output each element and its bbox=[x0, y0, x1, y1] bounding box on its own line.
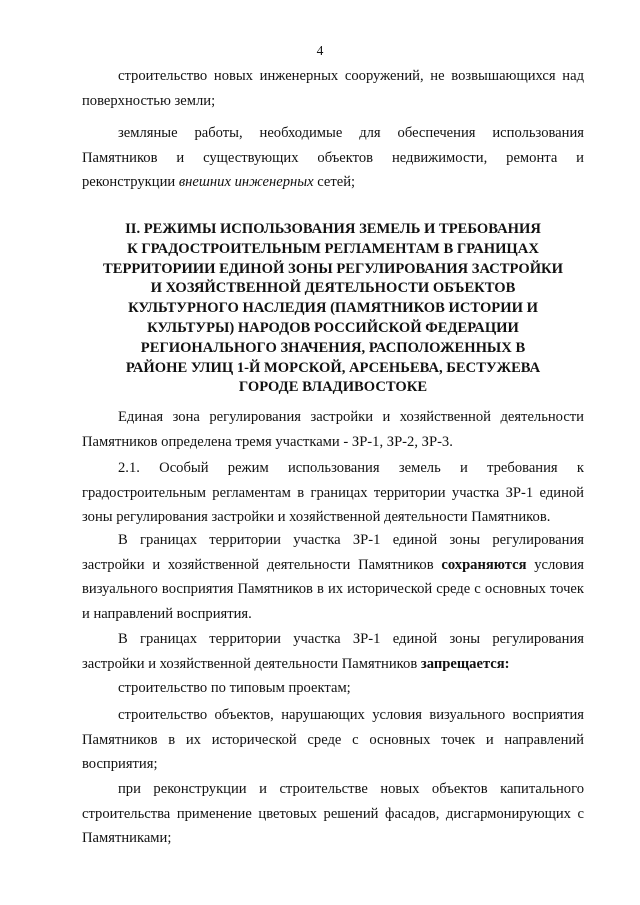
heading-line: ГОРОДЕ ВЛАДИВОСТОКЕ bbox=[238, 379, 428, 396]
heading-line: ТЕРРИТОРИИИ ЕДИНОЙ ЗОНЫ РЕГУЛИРОВАНИЯ ЗАСТРОЙКИ bbox=[103, 260, 563, 277]
section-heading bbox=[82, 220, 584, 398]
paragraph-typical-projects bbox=[82, 676, 584, 701]
text-line: Единая зона регулирования застройки и хозяйственной деятельности bbox=[118, 409, 584, 425]
heading-line: РЕГИОНАЛЬНОГО ЗНАЧЕНИЯ, РАСПОЛОЖЕННЫХ В bbox=[140, 339, 526, 356]
text-line: Памятников и существующих объектов недвижимости, ремонта и bbox=[82, 149, 584, 166]
paragraph-preserved-conditions bbox=[82, 528, 584, 626]
paragraph-prohibited bbox=[82, 627, 584, 676]
heading-line: КУЛЬТУРЫ) НАРОДОВ РОССИЙСКОЙ ФЕДЕРАЦИИ bbox=[147, 319, 519, 336]
paragraph-facade-colors bbox=[82, 777, 584, 851]
bold-text-run: сохраняются bbox=[441, 556, 527, 573]
bold-text-run: запрещается: bbox=[420, 655, 510, 672]
text-line bbox=[82, 170, 584, 195]
text-line: Памятников определена тремя участками - ЗР-1, ЗР-2, ЗР-3. bbox=[82, 433, 453, 450]
paragraph-earthworks bbox=[82, 121, 584, 195]
text-line: при реконструкции и строительстве новых объектов капитального bbox=[118, 781, 584, 797]
text-line: восприятия; bbox=[82, 756, 158, 772]
italic-text-run: внешних инженерных bbox=[178, 174, 314, 190]
text-line: градостроительным регламентам в границах территории участка ЗР-1 единой bbox=[82, 484, 584, 501]
paragraph-unified-zone bbox=[82, 405, 584, 454]
text-line: Памятниками; bbox=[82, 830, 172, 846]
text-line: В границах территории участка ЗР-1 единой зоны регулирования bbox=[118, 532, 584, 548]
text-line: зоны регулирования застройки и хозяйственной деятельности Памятников. bbox=[82, 509, 551, 525]
text-run: реконструкции bbox=[82, 174, 179, 190]
paragraph-2-1 bbox=[82, 456, 584, 530]
paragraph-engineering-structures bbox=[82, 64, 584, 113]
text-line: строительства применение цветовых решений фасадов, дисгармонирующих с bbox=[82, 805, 584, 822]
text-line: строительство новых инженерных сооружений, не возвышающихся над bbox=[118, 68, 584, 84]
text-line: визуального восприятия Памятников в их исторической среде с основных точек bbox=[82, 581, 584, 597]
text-line: 2.1. Особый режим использования земель и требования к bbox=[118, 460, 584, 476]
text-line: поверхностью земли; bbox=[82, 92, 216, 109]
paragraph-visual-perception bbox=[82, 703, 584, 777]
text-line bbox=[82, 553, 584, 578]
text-line: и направлений восприятия. bbox=[82, 605, 252, 622]
heading-line: II. РЕЖИМЫ ИСПОЛЬЗОВАНИЯ ЗЕМЕЛЬ И ТРЕБОВАНИЯ bbox=[125, 221, 541, 237]
page-number: 4 bbox=[316, 43, 324, 58]
text-line: земляные работы, необходимые для обеспечения использования bbox=[118, 125, 584, 141]
text-run: застройки и хозяйственной деятельности Памятников bbox=[82, 556, 442, 573]
text-line bbox=[82, 652, 584, 677]
text-run: сетей; bbox=[313, 174, 356, 190]
text-line: строительство по типовым проектам; bbox=[118, 680, 351, 696]
text-line: Памятников в их исторической среде с основных точек и направлений bbox=[82, 731, 584, 748]
heading-line: РАЙОНЕ УЛИЦ 1-Й МОРСКОЙ, АРСЕНЬЕВА, БЕСТУЖЕВА bbox=[125, 359, 541, 376]
heading-line: К ГРАДОСТРОИТЕЛЬНЫМ РЕГЛАМЕНТАМ В ГРАНИЦАХ bbox=[127, 240, 539, 257]
text-run: застройки и хозяйственной деятельности Памятников bbox=[82, 655, 421, 672]
heading-line: КУЛЬТУРНОГО НАСЛЕДИЯ (ПАМЯТНИКОВ ИСТОРИИ И bbox=[128, 300, 538, 317]
text-run: условия bbox=[526, 556, 584, 573]
heading-line: И ХОЗЯЙСТВЕННОЙ ДЕЯТЕЛЬНОСТИ ОБЪЕКТОВ bbox=[150, 280, 516, 297]
text-line: В границах территории участка ЗР-1 единой зоны регулирования bbox=[118, 631, 584, 647]
text-line: строительство объектов, нарушающих условия визуального восприятия bbox=[118, 707, 584, 723]
